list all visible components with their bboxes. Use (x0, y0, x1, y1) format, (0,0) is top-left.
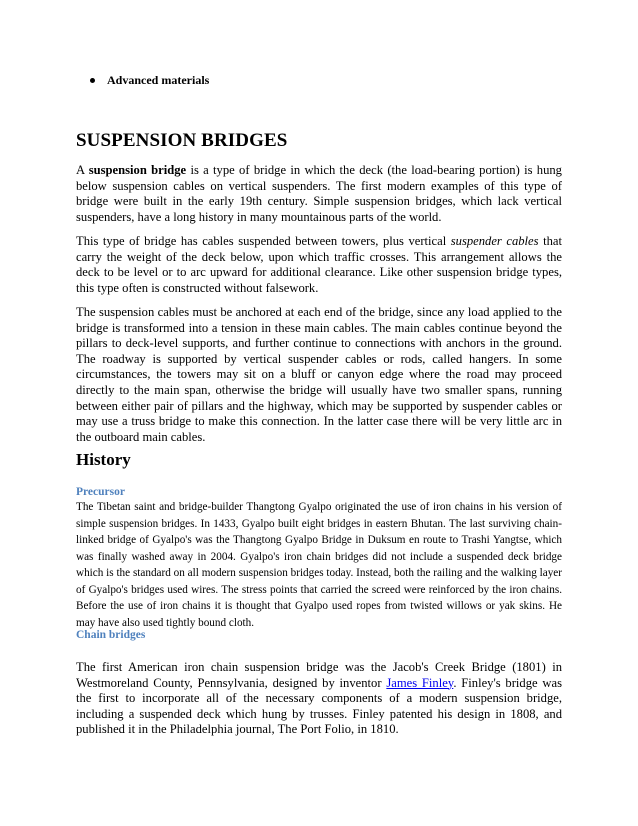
intro-term: suspension bridge (88, 163, 187, 177)
anchoring-paragraph: The suspension cables must be anchored at each end of the bridge, since any load applied to the bridge is transformed into a tension in these main cables. The main cables continue beyond the pillars to deck-level supports, and further continue to connections with anchors in the ground. The roadway is supported by vertical suspender cables or rods, called hangers. In some circumstances, the towers may sit on a bluff or canyon edge where the road may proceed directly to the main span, otherwise the bridge will usually have two smaller spans, running between either pair of pillars and the highway, which may be supported by suspender cables or may use a truss bridge to make this connection. In the latter case there will be very little arc in the outboard main cables. (76, 305, 562, 444)
chain-bridges-heading: Chain bridges (76, 629, 146, 641)
chain-before: The first American iron chain suspension bridge was the Jacob's Creek Bridge (1801) in Westmoreland County, Pennsylvania, designed by inventor (76, 660, 562, 690)
cables-before: This type of bridge has cables suspended between towers, plus vertical (76, 234, 451, 248)
intro-paragraph (76, 163, 562, 225)
precursor-paragraph: The Tibetan saint and bridge-builder Thangtong Gyalpo originated the use of iron chains in his version of simple suspension bridges. In 1433, Gyalpo built eight bridges in eastern Bhutan. The last surviving chain-linked bridge of Gyalpo's was the Thangtong Gyalpo Bridge in Duksum en route to Trashi Yangtse, which was finally washed away in 2004. Gyalpo's iron chain bridges did not include a suspended deck bridge which is the standard on all modern suspension bridges today. Instead, both the railing and the walking layer of Gyalpo's bridges used wires. The stress points that carried the screed were reinforced by the iron chains. Before the use of iron chains it is thought that Gyalpo used ropes from twisted willows or yak skins. He may have also used tightly bound cloth. (76, 501, 562, 629)
precursor-heading: Precursor (76, 486, 125, 498)
chain-after: . Finley's bridge was the first to incorporate all of the necessary components of a modern suspension bridge, including a suspended deck which hung by trusses. Finley patented his design in 1808, and published it in the Philadelphia journal, The Port Folio, in 1810. (76, 675, 563, 737)
cables-paragraph (76, 234, 562, 296)
bullet-dot-icon (90, 78, 95, 83)
chain-bridges-paragraph (76, 660, 562, 738)
bullet-item (90, 73, 209, 88)
page-title: SUSPENSION BRIDGES (76, 130, 288, 151)
intro-lead: A (76, 163, 89, 177)
bullet-text: Advanced materials (107, 73, 210, 87)
cables-italic: suspender cables (450, 234, 539, 248)
intro-rest: is a type of bridge in which the deck (the load-bearing portion) is hung below suspension cables on vertical suspenders. The first modern examples of this type of bridge were built in the early 19th century. Simple suspension bridges, which lack vertical suspenders, have a long history in many mountainous parts of the world. (76, 163, 562, 224)
history-heading: History (76, 450, 131, 469)
cables-after: that carry the weight of the deck below, upon which traffic crosses. This arrangement allows the deck to be level or to arc upward for additional clearance. Like other suspension bridge types, this type often is constructed without falsework. (76, 234, 562, 295)
james-finley-link[interactable]: James Finley (386, 675, 454, 690)
